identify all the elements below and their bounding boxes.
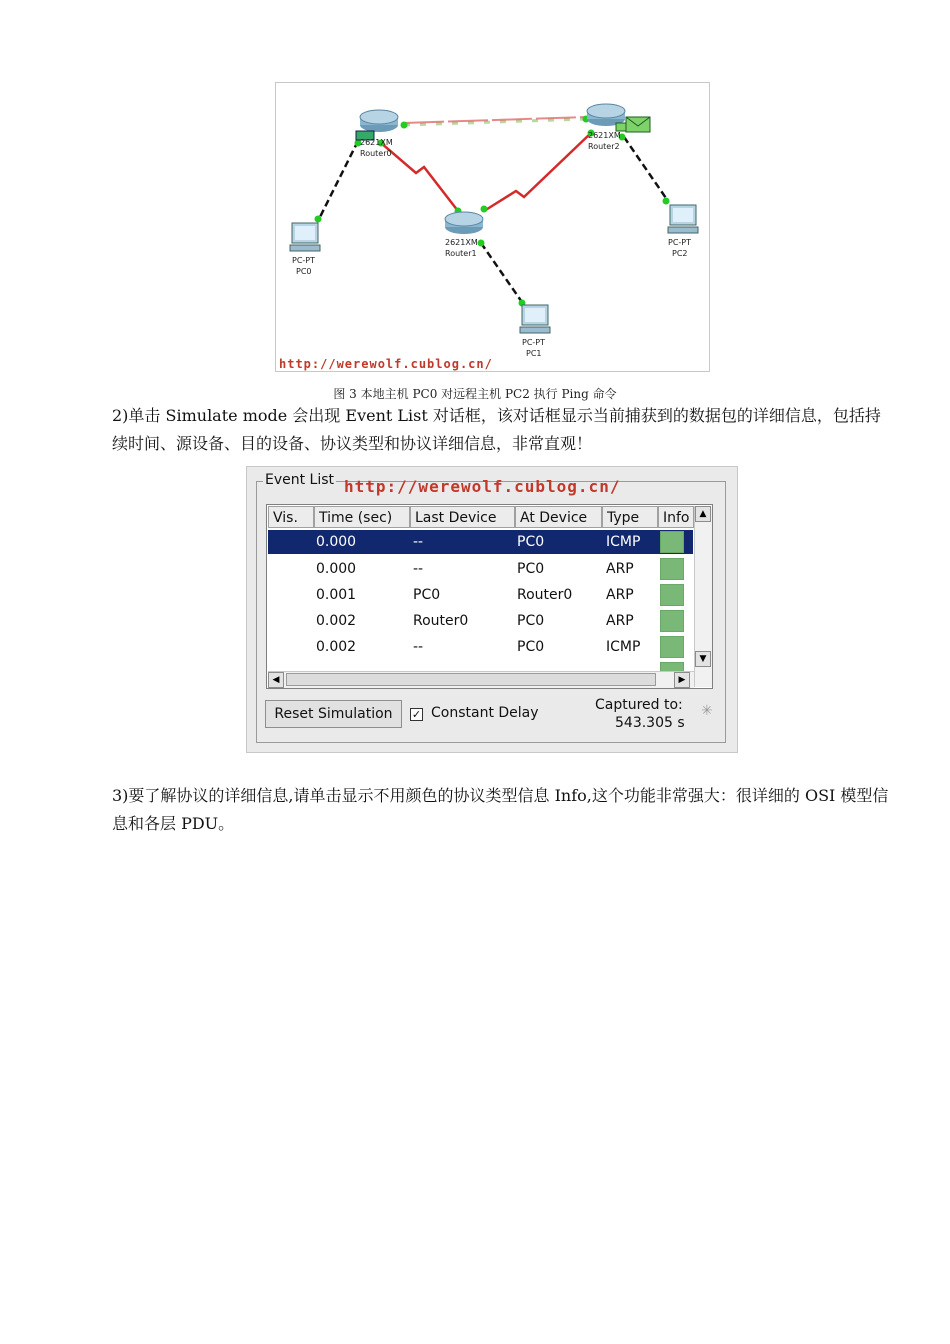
event-row[interactable] bbox=[268, 583, 693, 607]
event-at-device: PC0 bbox=[517, 613, 545, 629]
event-last-device: Router0 bbox=[413, 613, 469, 629]
router1-name: Router1 bbox=[445, 249, 477, 258]
event-list-dialog bbox=[246, 466, 738, 753]
col-header-info[interactable]: Info bbox=[658, 506, 694, 528]
constant-delay-checkbox[interactable]: ✓ bbox=[411, 708, 422, 721]
figure3-caption: 图 3 本地主机 PC0 对远程主机 PC2 执行 Ping 命令 bbox=[333, 387, 617, 401]
event-last-device: -- bbox=[413, 534, 424, 550]
event-last-device: -- bbox=[413, 561, 424, 577]
paragraph-3: 3)要了解协议的详细信息,请单击显示不用颜色的协议类型信息 Info,这个功能非常强大：很详细的 OSI 模型信息和各层 PDU。 bbox=[112, 786, 889, 833]
pc2-type: PC-PT bbox=[668, 238, 692, 247]
pc2-icon bbox=[668, 205, 698, 233]
col-header-type[interactable]: Type bbox=[602, 506, 658, 528]
link-pc2-router2 bbox=[624, 137, 668, 201]
event-last-device: -- bbox=[413, 639, 424, 655]
paragraph-2: 2)单击 Simulate mode 会出现 Event List 对话框，该对话框显示当前捕获到的数据包的详细信息，包括持续时间、源设备、目的设备、协议类型和协议详细信息，非常直观！ bbox=[112, 406, 881, 453]
event-at-device: PC0 bbox=[517, 561, 545, 577]
event-last-device: PC0 bbox=[413, 587, 441, 603]
event-list-title: Event List bbox=[265, 472, 335, 488]
event-time: 0.002 bbox=[316, 639, 357, 655]
event-row[interactable] bbox=[268, 530, 693, 554]
event-row[interactable] bbox=[268, 609, 693, 633]
constant-delay-label: Constant Delay bbox=[431, 705, 539, 721]
topology-canvas bbox=[276, 83, 711, 373]
event-row-partial bbox=[268, 661, 693, 671]
event-info-color[interactable] bbox=[660, 531, 684, 553]
link-pc1-router1 bbox=[481, 243, 524, 305]
event-type: ARP bbox=[606, 587, 634, 603]
event-type: ARP bbox=[606, 561, 634, 577]
pc0-name: PC0 bbox=[296, 267, 312, 276]
vertical-scrollbar[interactable] bbox=[694, 506, 712, 687]
figure-watermark: http://werewolf.cublog.cn/ bbox=[279, 357, 493, 371]
event-info-color[interactable] bbox=[660, 636, 684, 658]
pc0-icon bbox=[290, 223, 320, 251]
event-at-device: Router0 bbox=[517, 587, 573, 603]
link-router0-router2-serial bbox=[404, 117, 586, 123]
captured-to-label: Captured to: bbox=[595, 697, 683, 713]
event-time: 0.000 bbox=[316, 534, 357, 550]
pc2-name: PC2 bbox=[672, 249, 688, 258]
event-at-device: PC0 bbox=[517, 534, 545, 550]
event-row[interactable] bbox=[268, 635, 693, 659]
event-time: 0.002 bbox=[316, 613, 357, 629]
router0-model: 2621XM bbox=[360, 138, 393, 147]
reset-simulation-button[interactable]: Reset Simulation bbox=[265, 700, 402, 728]
pc1-icon bbox=[520, 305, 550, 333]
event-info-color[interactable] bbox=[660, 610, 684, 632]
event-time: 0.000 bbox=[316, 561, 357, 577]
pc0-type: PC-PT bbox=[292, 256, 316, 265]
pc1-type: PC-PT bbox=[522, 338, 546, 347]
network-topology-figure bbox=[275, 82, 710, 372]
col-header-vis[interactable]: Vis. bbox=[268, 506, 314, 528]
scroll-down-icon[interactable]: ▼ bbox=[695, 651, 711, 667]
col-header-at-device[interactable]: At Device bbox=[515, 506, 602, 528]
link-router1-router2 bbox=[484, 133, 591, 211]
link-router0-router1 bbox=[381, 143, 458, 211]
horizontal-scroll-thumb[interactable] bbox=[286, 673, 656, 686]
event-time: 0.001 bbox=[316, 587, 357, 603]
link-pc0-router0 bbox=[318, 141, 358, 221]
event-at-device: PC0 bbox=[517, 639, 545, 655]
scroll-right-icon[interactable]: ▶ bbox=[674, 672, 690, 688]
col-header-last-device[interactable]: Last Device bbox=[410, 506, 515, 528]
event-type: ARP bbox=[606, 613, 634, 629]
router0-name: Router0 bbox=[360, 149, 392, 158]
event-type: ICMP bbox=[606, 534, 641, 550]
horizontal-scrollbar[interactable] bbox=[268, 671, 694, 688]
col-header-time[interactable]: Time (sec) bbox=[314, 506, 410, 528]
router1-model: 2621XM bbox=[445, 238, 478, 247]
dialog-watermark: http://werewolf.cublog.cn/ bbox=[344, 477, 621, 496]
event-table[interactable] bbox=[266, 504, 713, 689]
event-info-color[interactable] bbox=[660, 584, 684, 606]
scroll-left-icon[interactable]: ◀ bbox=[268, 672, 284, 688]
captured-to-value: 543.305 s bbox=[615, 715, 685, 731]
scroll-up-icon[interactable]: ▲ bbox=[695, 506, 711, 522]
event-row[interactable] bbox=[268, 557, 693, 581]
event-type: ICMP bbox=[606, 639, 641, 655]
event-info-color bbox=[660, 662, 684, 671]
pc1-name: PC1 bbox=[526, 349, 542, 358]
router2-name: Router2 bbox=[588, 142, 620, 151]
event-info-color[interactable] bbox=[660, 558, 684, 580]
router1-icon bbox=[445, 212, 483, 234]
router2-model: 2621XM bbox=[588, 131, 621, 140]
asterisk-icon: ✳ bbox=[701, 703, 713, 719]
router0-icon bbox=[356, 110, 398, 140]
